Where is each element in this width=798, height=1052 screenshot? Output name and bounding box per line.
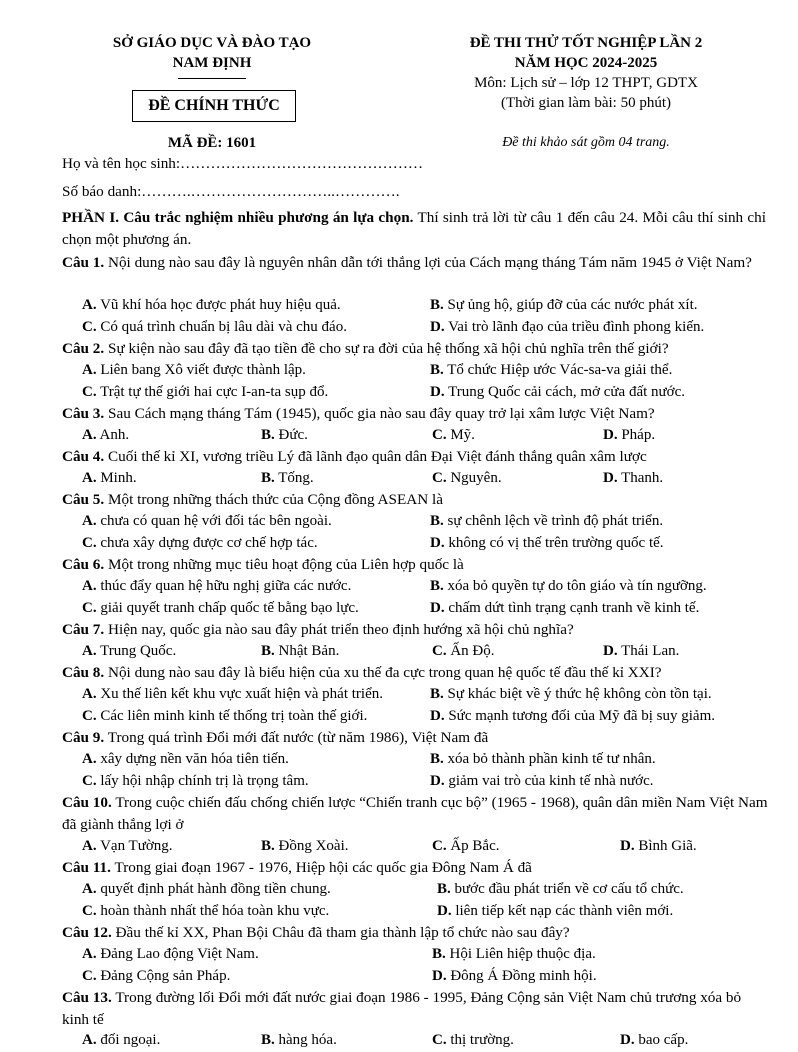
question-13: Câu 13. Trong đường lối Đổi mới đất nước giai đoạn 1986 - 1995, Đảng Cộng sản Việt Nam chủ trương xóa bỏ kinh tế bbox=[62, 989, 742, 1028]
option-8a[interactable]: A. Xu thế liên kết khu vực xuất hiện và phát triển. bbox=[82, 686, 383, 702]
exam-code: MÃ ĐỀ: 1601 bbox=[167, 135, 257, 151]
option-5b[interactable]: B. sự chênh lệch về trình độ phát triển. bbox=[430, 513, 664, 529]
option-5d[interactable]: D. không có vị thế trên trường quốc tế. bbox=[430, 535, 664, 551]
subject-line: Môn: Lịch sử – lớp 12 THPT, GDTX bbox=[474, 75, 698, 91]
option-12c[interactable]: C. Đảng Cộng sản Pháp. bbox=[82, 968, 231, 984]
option-13a[interactable]: A. đối ngoại. bbox=[82, 1032, 161, 1048]
question-6: Câu 6. Một trong những mục tiêu hoạt động của Liên hợp quốc là bbox=[62, 556, 464, 573]
option-7c[interactable]: C. Ấn Độ. bbox=[432, 643, 495, 659]
option-4b[interactable]: B. Tống. bbox=[261, 470, 314, 486]
option-6c[interactable]: C. giải quyết tranh chấp quốc tế bằng bạo lực. bbox=[82, 600, 359, 616]
question-8: Câu 8. Nội dung nào sau đây là biểu hiện của xu thế đa cực trong quan hệ quốc tế đầu thế kỉ XXI? bbox=[62, 664, 662, 681]
option-10c[interactable]: C. Ấp Bắc. bbox=[432, 838, 500, 854]
option-1d[interactable]: D. Vai trò lãnh đạo của triều đình phong kiến. bbox=[430, 319, 705, 335]
option-3b[interactable]: B. Đức. bbox=[261, 427, 308, 443]
option-2a[interactable]: A. Liên bang Xô viết được thành lập. bbox=[82, 362, 306, 378]
option-3a[interactable]: A. Anh. bbox=[82, 427, 130, 443]
question-12: Câu 12. Đầu thế kỉ XX, Phan Bội Châu đã tham gia thành lập tổ chức nào sau đây? bbox=[62, 924, 570, 941]
option-12d[interactable]: D. Đông Á Đồng minh hội. bbox=[432, 968, 597, 984]
question-4: Câu 4. Cuối thế kỉ XI, vương triều Lý đã lãnh đạo quân dân Đại Việt đánh thắng quân xâm lược bbox=[62, 448, 647, 465]
page-count-note: Đề thi khảo sát gồm 04 trang. bbox=[502, 135, 670, 150]
option-5c[interactable]: C. chưa xây dựng được cơ chế hợp tác. bbox=[82, 535, 318, 551]
option-10d[interactable]: D. Bình Giã. bbox=[620, 838, 697, 854]
option-12b[interactable]: B. Hội Liên hiệp thuộc địa. bbox=[432, 946, 596, 962]
school-year: NĂM HỌC 2024-2025 bbox=[514, 55, 658, 71]
option-8d[interactable]: D. Sức mạnh tương đối của Mỹ đã bị suy giảm. bbox=[430, 708, 716, 724]
option-1a[interactable]: A. Vũ khí hóa học được phát huy hiệu quả. bbox=[82, 297, 341, 313]
option-9c[interactable]: C. lấy hội nhập chính trị là trọng tâm. bbox=[82, 773, 309, 789]
option-4a[interactable]: A. Minh. bbox=[82, 470, 137, 486]
option-10a[interactable]: A. Vạn Tường. bbox=[82, 838, 173, 854]
option-4d[interactable]: D. Thanh. bbox=[603, 470, 664, 486]
question-9: Câu 9. Trong quá trình Đổi mới đất nước (từ năm 1986), Việt Nam đã bbox=[62, 729, 489, 746]
section-1-heading bbox=[62, 207, 766, 251]
option-5a[interactable]: A. chưa có quan hệ với đối tác bên ngoài. bbox=[82, 513, 332, 529]
option-9b[interactable]: B. xóa bỏ thành phần kinh tế tư nhân. bbox=[430, 751, 656, 767]
section-1-title: PHẦN I. Câu trắc nghiệm nhiều phương án lựa chọn. bbox=[62, 209, 414, 226]
header-divider bbox=[178, 78, 246, 79]
option-13d[interactable]: D. bao cấp. bbox=[620, 1032, 689, 1048]
option-6d[interactable]: D. chấm dứt tình trạng cạnh tranh về kinh tế. bbox=[430, 600, 700, 616]
question-5: Câu 5. Một trong những thách thức của Cộng đồng ASEAN là bbox=[62, 491, 443, 508]
option-11c[interactable]: C. hoàn thành nhất thể hóa toàn khu vực. bbox=[82, 903, 330, 919]
option-6a[interactable]: A. thúc đẩy quan hệ hữu nghị giữa các nước. bbox=[82, 578, 352, 594]
option-3c[interactable]: C. Mỹ. bbox=[432, 427, 475, 443]
exam-title: ĐỀ THI THỬ TỐT NGHIỆP LẦN 2 bbox=[469, 35, 703, 51]
option-1c[interactable]: C. Có quá trình chuẩn bị lâu dài và chu đáo. bbox=[82, 319, 347, 335]
question-1 bbox=[62, 252, 768, 274]
question-3: Câu 3. Sau Cách mạng tháng Tám (1945), quốc gia nào sau đây quay trở lại xâm lược Việt Nam? bbox=[62, 405, 655, 422]
official-exam-box: ĐỀ CHÍNH THỨC bbox=[132, 90, 296, 122]
option-10b[interactable]: B. Đồng Xoài. bbox=[261, 838, 349, 854]
student-id-line: Số báo danh:……….………………………..…………. bbox=[62, 183, 400, 200]
duration-line: (Thời gian làm bài: 50 phút) bbox=[501, 95, 671, 111]
question-2: Câu 2. Sự kiện nào sau đây đã tạo tiền đề cho sự ra đời của hệ thống xã hội chủ nghĩa trên thế giới? bbox=[62, 340, 669, 357]
option-3d[interactable]: D. Pháp. bbox=[603, 427, 656, 443]
student-name-line: Họ và tên học sinh:………………………………………… bbox=[62, 155, 424, 172]
option-8c[interactable]: C. Các liên minh kinh tế thống trị toàn thế giới. bbox=[82, 708, 368, 724]
option-11d[interactable]: D. liên tiếp kết nạp các thành viên mới. bbox=[437, 903, 674, 919]
option-13b[interactable]: B. hàng hóa. bbox=[261, 1032, 337, 1048]
section-1-instruction: Thí sinh trả lời từ câu 1 đến câu 24. Mỗi câu thí sinh chỉ chọn một phương án. bbox=[62, 209, 766, 248]
option-6b[interactable]: B. xóa bỏ quyền tự do tôn giáo và tín ngưỡng. bbox=[430, 578, 707, 594]
question-11: Câu 11. Trong giai đoạn 1967 - 1976, Hiệp hội các quốc gia Đông Nam Á đã bbox=[62, 859, 532, 876]
option-9a[interactable]: A. xây dựng nền văn hóa tiên tiến. bbox=[82, 751, 289, 767]
question-7: Câu 7. Hiện nay, quốc gia nào sau đây phát triển theo định hướng xã hội chủ nghĩa? bbox=[62, 621, 574, 638]
option-8b[interactable]: B. Sự khác biệt về ý thức hệ không còn tồn tại. bbox=[430, 686, 712, 702]
option-7d[interactable]: D. Thái Lan. bbox=[603, 643, 680, 659]
department-name: SỞ GIÁO DỤC VÀ ĐÀO TẠO bbox=[112, 35, 312, 51]
question-text: Nội dung nào sau đây là nguyên nhân dẫn tới thắng lợi của Cách mạng tháng Tám năm 1945 ở Việt Nam? bbox=[104, 254, 752, 271]
province-name: NAM ĐỊNH bbox=[172, 55, 252, 71]
option-2c[interactable]: C. Trật tự thế giới hai cực I-an-ta sụp đổ. bbox=[82, 384, 329, 400]
option-7b[interactable]: B. Nhật Bản. bbox=[261, 643, 340, 659]
option-9d[interactable]: D. giảm vai trò của kinh tế nhà nước. bbox=[430, 773, 654, 789]
option-12a[interactable]: A. Đảng Lao động Việt Nam. bbox=[82, 946, 259, 962]
question-label: Câu 1. bbox=[62, 254, 105, 271]
option-13c[interactable]: C. thị trường. bbox=[432, 1032, 514, 1048]
option-2d[interactable]: D. Trung Quốc cải cách, mở cửa đất nước. bbox=[430, 384, 685, 400]
option-11a[interactable]: A. quyết định phát hành đồng tiền chung. bbox=[82, 881, 331, 897]
option-2b[interactable]: B. Tổ chức Hiệp ước Vác-sa-va giải thể. bbox=[430, 362, 673, 378]
option-4c[interactable]: C. Nguyên. bbox=[432, 470, 502, 486]
option-7a[interactable]: A. Trung Quốc. bbox=[82, 643, 177, 659]
question-10: Câu 10. Trong cuộc chiến đấu chống chiến lược “Chiến tranh cục bộ” (1965 - 1968), quân dân miền Nam Việt Nam đã giành thắng lợi ở bbox=[62, 794, 768, 833]
option-1b[interactable]: B. Sự ủng hộ, giúp đỡ của các nước phát xít. bbox=[430, 297, 698, 313]
option-11b[interactable]: B. bước đầu phát triển về cơ cấu tổ chức. bbox=[437, 881, 684, 897]
